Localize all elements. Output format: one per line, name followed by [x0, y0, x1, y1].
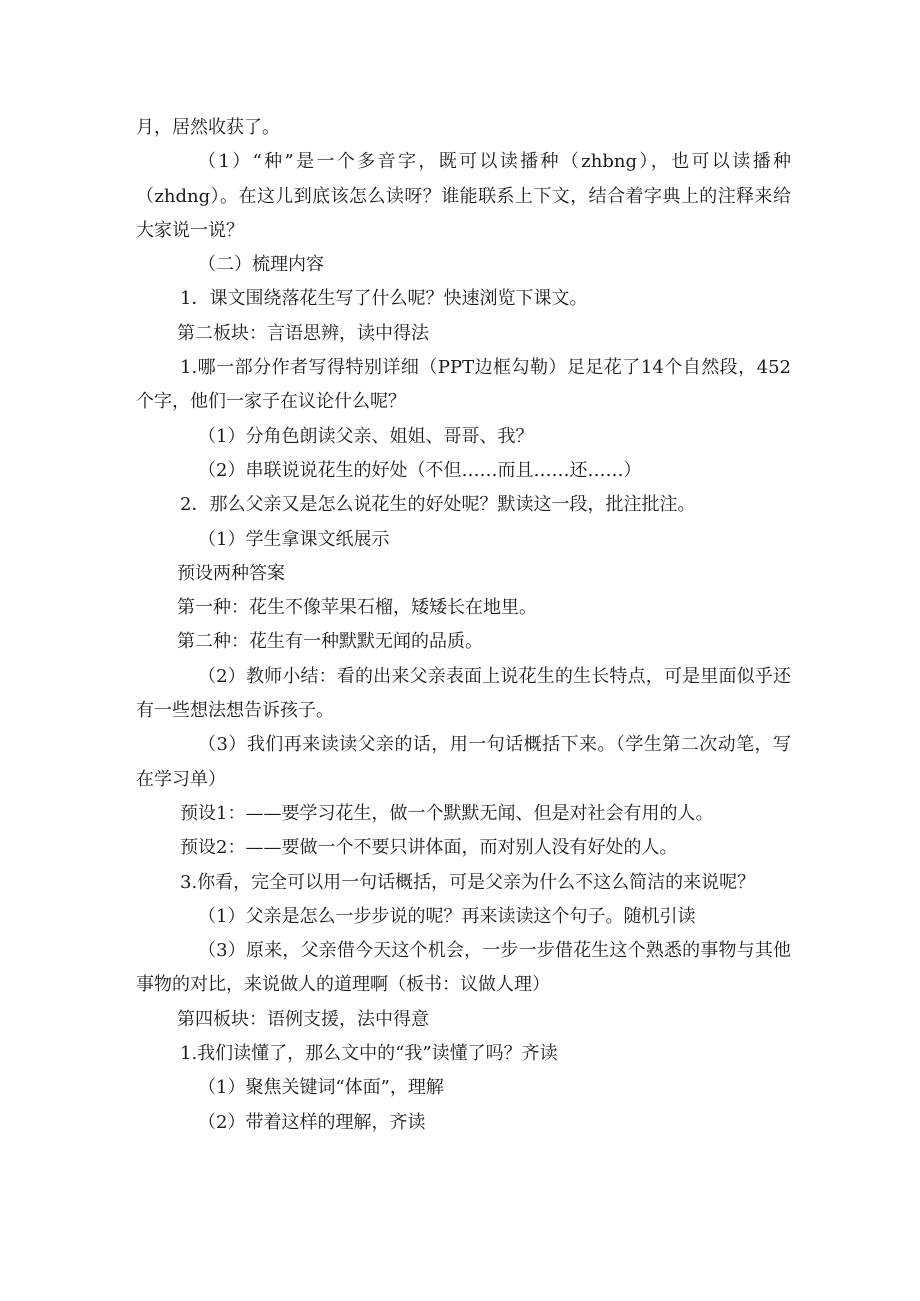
paragraph-19: （1）父亲是怎么一步步说的呢？再来读读这个句子。随机引读	[198, 905, 696, 927]
paragraph-10: （1）学生拿课文纸展示	[198, 528, 390, 550]
paragraph-11: 预设两种答案	[177, 562, 285, 584]
paragraph-13: 第二种：花生有一种默默无闻的品质。	[177, 631, 483, 653]
paragraph-9: 2．那么父亲又是怎么说花生的好处呢？默读这一段，批注批注。	[180, 494, 696, 516]
paragraph-22: 1.我们读懂了，那么文中的“我”读懂了吗？齐读	[180, 1043, 558, 1065]
section-heading-4: 第四板块：语例支援，法中得意	[177, 1008, 429, 1030]
paragraph-1: 月，居然收获了。	[136, 117, 280, 138]
paragraph-23: （1）聚焦关键词“体面”，理解	[198, 1077, 444, 1099]
document-body	[136, 111, 791, 1140]
paragraph-20: （3）原来，父亲借今天这个机会，一步一步借花生这个熟悉的事物与其他事物的对比，来说做人的道理啊（板书：议做人理）	[136, 940, 791, 996]
paragraph-18: 3.你看，完全可以用一句话概括，可是父亲为什么不这么简洁的来说呢？	[180, 871, 756, 893]
paragraph-4: 1．课文围绕落花生写了什么呢？快速浏览下课文。	[180, 288, 588, 310]
paragraph-6: 1.哪一部分作者写得特别详细（PPT边框勾勒）足足花了14个自然段，452个字，他们一家子在议论什么呢？	[136, 357, 791, 413]
paragraph-8: （2）串联说说花生的好处（不但……而且……还……）	[198, 459, 642, 481]
paragraph-12: 第一种：花生不像苹果石榴，矮矮长在地里。	[177, 597, 537, 619]
paragraph-2: （1）“种”是一个多音字，既可以读播种（zhbng），也可以读播种（zhdng）。在这儿到底该怎么读呀？谁能联系上下文，结合着字典上的注释来给大家说一说？	[136, 151, 791, 241]
paragraph-7: （1）分角色朗读父亲、姐姐、哥哥、我？	[198, 425, 534, 447]
paragraph-24: （2）带着这样的理解，齐读	[198, 1111, 426, 1133]
section-heading-2: 第二板块：言语思辨，读中得法	[177, 322, 429, 344]
paragraph-3: （二）梳理内容	[198, 254, 324, 276]
paragraph-16: 预设1：——要学习花生，做一个默默无闻、但是对社会有用的人。	[180, 802, 714, 824]
paragraph-14: （2）教师小结：看的出来父亲表面上说花生的生长特点，可是里面似乎还有一些想法想告诉孩子。	[136, 665, 791, 722]
paragraph-15: （3）我们再来读读父亲的话，用一句话概括下来。（学生第二次动笔，写在学习单）	[136, 734, 791, 790]
paragraph-17: 预设2：——要做一个不要只讲体面，而对别人没有好处的人。	[180, 837, 678, 859]
